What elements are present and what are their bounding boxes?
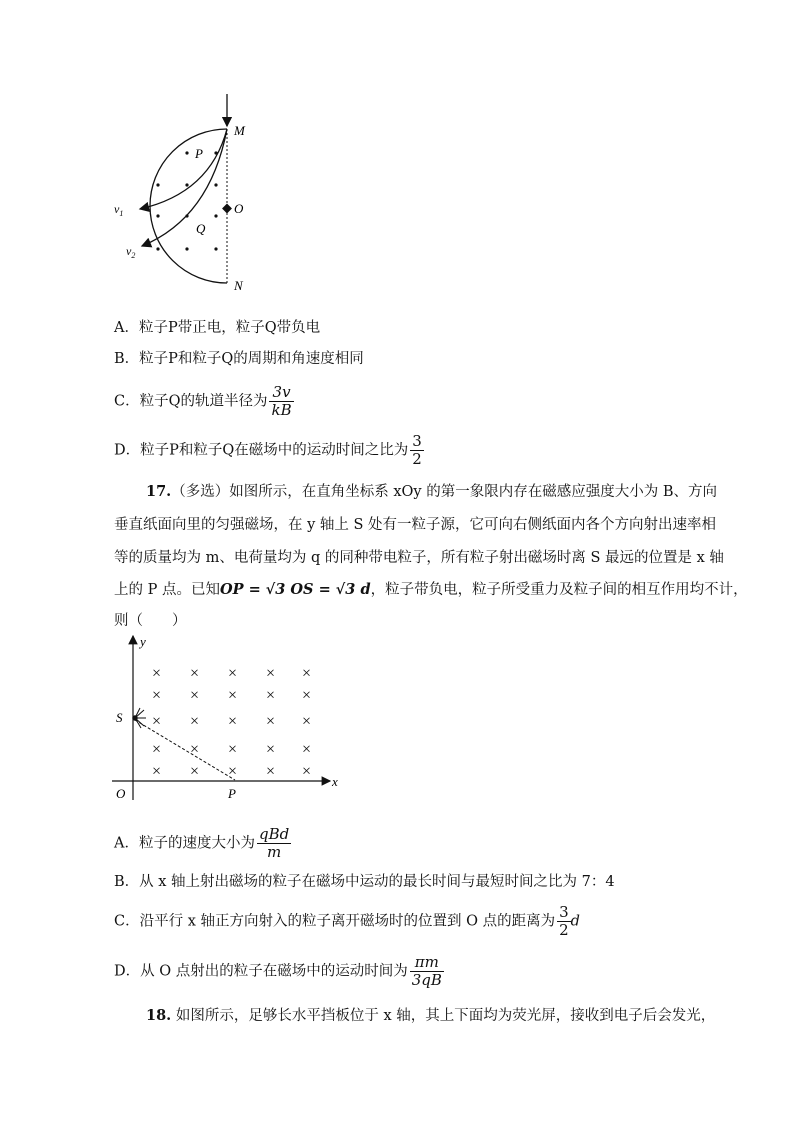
field-cross: ×	[152, 665, 162, 682]
label-o: O	[234, 201, 244, 216]
origin-label: O	[116, 786, 126, 801]
field-cross: ×	[302, 713, 312, 730]
field-cross: ×	[190, 763, 200, 780]
field-cross: ×	[190, 687, 200, 704]
field-cross: ×	[228, 741, 238, 758]
given-formula: OP = √3 OS = √3 d	[219, 581, 371, 598]
field-cross: ×	[228, 687, 238, 704]
label-m: M	[234, 123, 245, 138]
q17-option-b: B．从 x 轴上射出磁场的粒子在磁场中运动的最长时间与最短时间之比为 7：4	[114, 874, 615, 890]
q16-option-c: C．粒子Q的轨道半径为 $\frac{3v}{kB}$	[114, 383, 292, 419]
semicircle-field-figure	[100, 88, 270, 298]
field-cross: ×	[152, 687, 162, 704]
point-o-marker	[222, 204, 232, 214]
field-crosses	[152, 665, 311, 780]
point-s-label: S	[116, 710, 123, 725]
q16-option-a: A．粒子P带正电，粒子Q带负电	[114, 320, 321, 336]
q18-stem-line-1: 18. 如图所示，足够长水平挡板位于 x 轴，其上下面均为荧光屏，接收到电子后会发光，	[146, 1007, 716, 1024]
y-axis-label: y	[140, 634, 146, 649]
field-cross: ×	[266, 713, 276, 730]
q16-option-b: B．粒子P和粒子Q的周期和角速度相同	[114, 351, 364, 367]
field-cross: ×	[228, 763, 238, 780]
field-cross: ×	[152, 741, 162, 758]
field-cross: ×	[302, 665, 312, 682]
label-v2: $v_2$	[126, 244, 136, 260]
q17-option-d: D．从 O 点射出的粒子在磁场中的运动时间为 $\frac{\pi m}{3qB}$	[114, 953, 442, 989]
q17-option-c: C．沿平行 x 轴正方向射入的粒子离开磁场时的位置到 O 点的距离为 $\frac{3}{2}$ d	[114, 903, 580, 939]
coordinate-field-figure	[108, 630, 348, 805]
field-cross: ×	[228, 713, 238, 730]
label-v1: $v_1$	[114, 202, 124, 218]
trajectory-q	[142, 129, 227, 246]
trajectory-p	[140, 129, 227, 209]
field-cross: ×	[190, 713, 200, 730]
field-cross: ×	[266, 665, 276, 682]
label-q: Q	[196, 221, 206, 236]
x-axis-label: x	[332, 774, 338, 789]
field-cross: ×	[152, 713, 162, 730]
q17-stem-line-5: 则（ ）	[114, 613, 187, 629]
q16-option-d: D．粒子P和粒子Q在磁场中的运动时间之比为 $\frac{3}{2}$	[114, 432, 422, 468]
field-cross: ×	[152, 763, 162, 780]
q17-stem-line-1: 17.（多选）如图所示，在直角坐标系 xOy 的第一象限内存在磁感应强度大小为 B、方向	[146, 483, 717, 500]
field-cross: ×	[302, 687, 312, 704]
label-p: P	[195, 146, 203, 161]
field-cross: ×	[266, 763, 276, 780]
q17-stem-line-2: 垂直纸面向里的匀强磁场，在 y 轴上 S 处有一粒子源，它可向右侧纸面内各个方向射出速率相	[114, 517, 717, 533]
field-cross: ×	[190, 741, 200, 758]
q17-stem-line-3: 等的质量均为 m、电荷量均为 q 的同种带电粒子，所有粒子射出磁场时离 S 最远的位置是 x 轴	[114, 550, 724, 566]
field-cross: ×	[302, 741, 312, 758]
field-cross: ×	[228, 665, 238, 682]
field-cross: ×	[266, 741, 276, 758]
label-n: N	[234, 278, 243, 293]
point-p-label: P	[228, 786, 236, 801]
s-to-p-dashed	[135, 720, 238, 780]
field-cross: ×	[190, 665, 200, 682]
q17-option-a: A．粒子的速度大小为 $\frac{\text{qBd}}{m}$	[114, 825, 290, 861]
field-cross: ×	[302, 763, 312, 780]
q17-stem-line-4: 上的 P 点。已知OP = √3 OS = √3 d，粒子带负电，粒子所受重力及粒子间的相互作用均不计，	[114, 581, 748, 598]
field-cross: ×	[266, 687, 276, 704]
